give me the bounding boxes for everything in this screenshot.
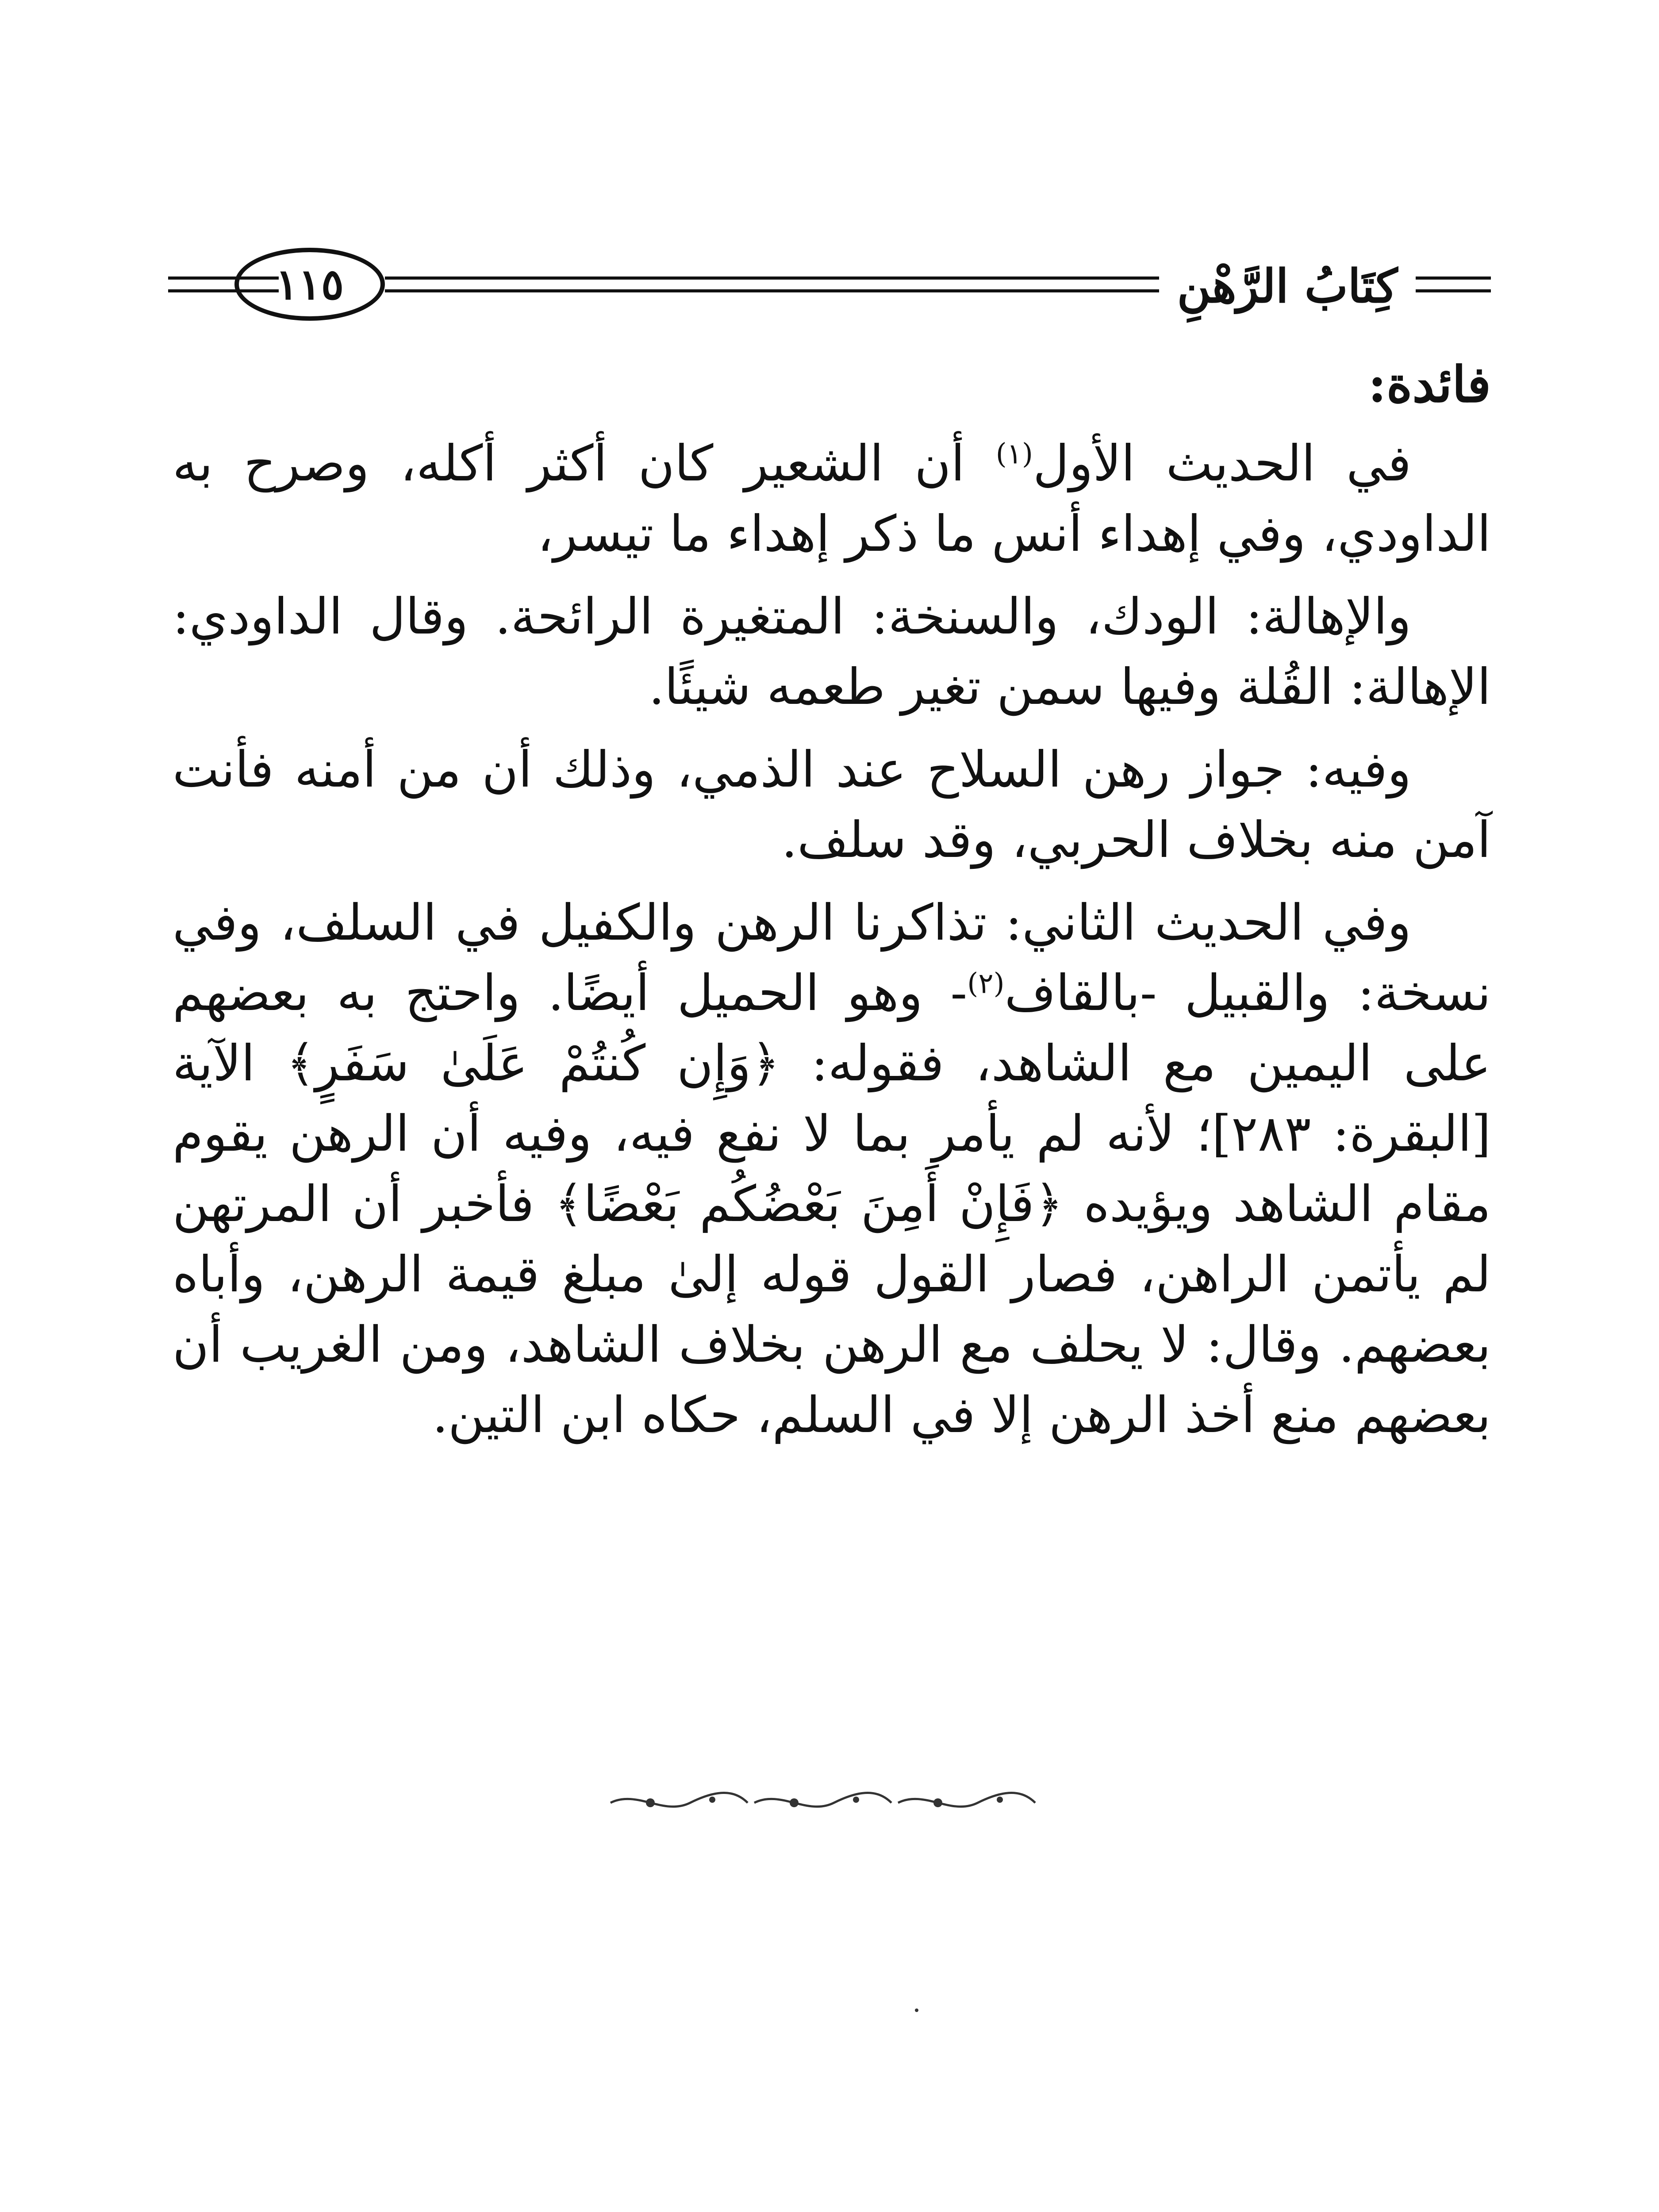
ornament-dot xyxy=(790,1798,799,1807)
header-rule-right xyxy=(1416,276,1491,292)
paragraph-text: - وهو الحميل أيضًا. واحتج به بعضهم على اليمين مع الشاهد، فقوله: ﴿وَإِن كُنتُمْ عَلَىٰ سَفَرٍ﴾ الآية [البقرة: ٢٨٣]؛ لأنه لم يأمر بما لا نفع فيه، وفيه أن الرهن يقوم مقام الشاهد ويؤيده ﴿فَإِنْ أَمِنَ بَعْضُكُم بَعْضًا﴾ فأخبر أن المرتهن لم يأتمن الراهن، فصار القول قوله إلىٰ مبلغ قيمة الرهن، وأباه بعضهم. وقال: لا يحلف مع الرهن بخلاف الشاهد، ومن الغريب أن بعضهم منع أخذ الرهن إلا في السلم، حكاه ابن التين. xyxy=(173,964,1491,1444)
footnote-ref-2: (٢) xyxy=(967,967,1005,1000)
ornament-dot xyxy=(933,1798,942,1807)
section-heading: فائدة: xyxy=(1368,356,1491,414)
paragraph-text: والإهالة: الودك، والسنخة: المتغيرة الرائحة. وقال الداودي: الإهالة: القُلة وفيها سمن تغير طعمه شيئًا. xyxy=(173,588,1491,716)
ornament-dot xyxy=(997,1797,1003,1803)
paragraph-2 xyxy=(173,582,1491,722)
paragraph-1 xyxy=(173,429,1491,569)
ornament-dot xyxy=(646,1798,655,1807)
ornament-flourish xyxy=(754,1793,891,1807)
paragraph-3 xyxy=(173,735,1491,876)
paragraph-text: في الحديث الأول xyxy=(1033,435,1411,492)
page-number-badge xyxy=(234,248,385,321)
paragraph-4 xyxy=(173,888,1491,1451)
paragraph-text: وفيه: جواز رهن السلاح عند الذمي، وذلك أن من أمنه فأنت آمن منه بخلاف الحربي، وقد سلف. xyxy=(173,741,1491,869)
paragraph-text: وفي الحديث الثاني: تذاكرنا الرهن والكفيل في السلف، وفي نسخة: والقبيل -بالقاف xyxy=(173,894,1491,1022)
footnote-ref-1: (١) xyxy=(995,438,1033,471)
paragraph-text: أن الشعير كان أكثر أكله، وصرح به الداودي، وفي إهداء أنس ما ذكر إهداء ما تيسر، xyxy=(173,435,1491,563)
ornament-dot xyxy=(853,1797,859,1803)
ornament-flourish xyxy=(898,1793,1035,1807)
ornament-dot xyxy=(709,1797,715,1803)
header-rule-middle xyxy=(385,276,1159,292)
main-text xyxy=(173,349,1491,1463)
page-number: ١١٥ xyxy=(275,259,344,309)
section-divider-ornament xyxy=(602,1787,1044,1818)
page-header xyxy=(168,239,1491,327)
running-title: كِتَابُ الرَّهْنِ xyxy=(1177,259,1398,313)
print-speck xyxy=(915,2008,918,2012)
ornament-flourish xyxy=(611,1793,748,1807)
